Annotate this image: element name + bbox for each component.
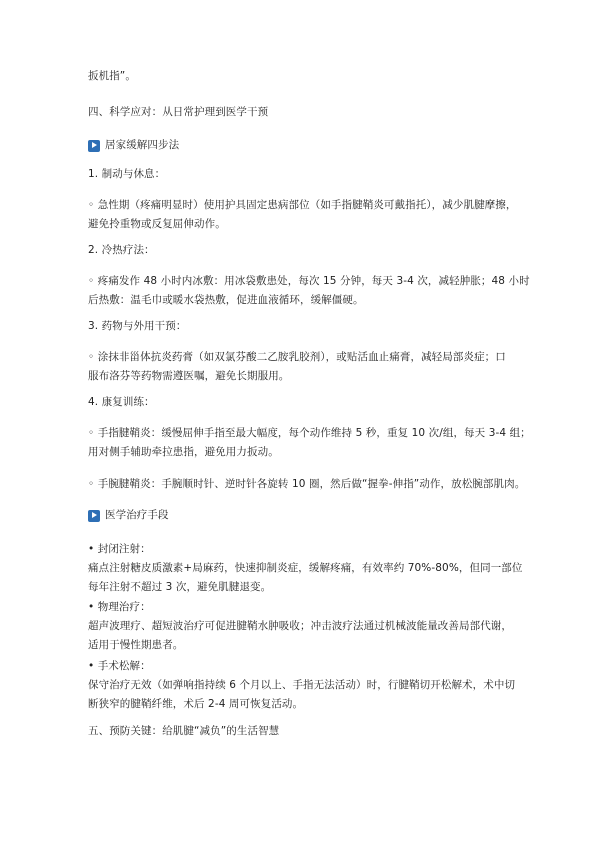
intro-tail-text: 扳机指”。	[88, 70, 136, 82]
step-2-body	[88, 272, 530, 310]
step-3-body	[88, 348, 508, 386]
step-2-title: 2. 冷热疗法：	[88, 244, 155, 256]
play-icon	[88, 140, 100, 152]
subheading-medical-treatment-text: 医学治疗手段	[105, 509, 169, 521]
step-1-line-2: 避免拎重物或反复屈伸动作。	[88, 218, 226, 230]
step-4-finger-line-1: ◦ 手指腱鞘炎：缓慢屈伸手指至最大幅度，每个动作维持 5 秒，重复 10 次/组，每天 3-4 组；	[88, 427, 531, 439]
treatment-physio-line-1: 超声波理疗、超短波治疗可促进腱鞘水肿吸收；冲击波疗法通过机械波能量改善局部代谢，	[88, 620, 512, 632]
step-2-line-2: 后热敷：温毛巾或暖水袋热敷，促进血液循环，缓解僵硬。	[88, 294, 364, 306]
step-1-heading	[88, 165, 508, 184]
intro-tail	[88, 67, 508, 86]
treatment-surgery-line-1: 保守治疗无效（如弹响指持续 6 个月以上、手指无法活动）时，行腱鞘切开松解术，术中切	[88, 679, 516, 691]
treatment-surgery-title: • 手术松解：	[88, 660, 151, 672]
step-1-body	[88, 196, 517, 234]
section-5-heading	[88, 722, 508, 741]
step-4-finger-line-2: 用对侧手辅助牵拉患指，避免用力扳动。	[88, 446, 279, 458]
subheading-home-relief-text: 居家缓解四步法	[105, 139, 180, 151]
step-3-line-2: 服布洛芬等药物需遵医嘱，避免长期服用。	[88, 370, 290, 382]
step-4-finger-body	[88, 424, 531, 462]
step-2-line-1: ◦ 疼痛发作 48 小时内冰敷：用冰袋敷患处，每次 15 分钟，每天 3-4 次，减轻肿胀；48 小时	[88, 275, 530, 287]
treatment-surgery-line-2: 断狭窄的腱鞘纤维，术后 2-4 周可恢复活动。	[88, 698, 304, 710]
step-2-heading	[88, 241, 508, 260]
step-3-line-1: ◦ 涂抹非甾体抗炎药膏（如双氯芬酸二乙胺乳胶剂），或贴活血止痛膏，减轻局部炎症；口	[88, 351, 506, 363]
subheading-medical-treatment	[88, 506, 508, 525]
treatment-surgery	[88, 657, 516, 714]
step-3-title: 3. 药物与外用干预：	[88, 320, 187, 332]
subheading-home-relief	[88, 136, 508, 155]
treatment-physio-line-2: 适用于慢性期患者。	[88, 639, 184, 651]
section-4-heading	[88, 103, 508, 122]
treatment-injection-line-1: 痛点注射糖皮质激素+局麻药，快速抑制炎症，缓解疼痛，有效率约 70%-80%，但同一部位	[88, 562, 523, 574]
treatment-injection	[88, 540, 523, 597]
step-4-wrist-body	[88, 475, 526, 494]
step-4-title: 4. 康复训练：	[88, 396, 155, 408]
treatment-physio-title: • 物理治疗：	[88, 601, 151, 613]
step-1-title: 1. 制动与休息：	[88, 168, 166, 180]
step-4-wrist-line-1: ◦ 手腕腱鞘炎：手腕顺时针、逆时针各旋转 10 圈，然后做“握拳-伸指”动作，放松腕部肌肉。	[88, 478, 526, 490]
section-4-title: 四、科学应对：从日常护理到医学干预	[88, 106, 269, 118]
treatment-injection-line-2: 每年注射不超过 3 次，避免肌腱退变。	[88, 581, 272, 593]
treatment-injection-title: • 封闭注射：	[88, 543, 151, 555]
play-icon	[88, 510, 100, 522]
treatment-physio	[88, 598, 512, 655]
step-1-line-1: ◦ 急性期（疼痛明显时）使用护具固定患病部位（如手指腱鞘炎可戴指托），减少肌腱摩擦，	[88, 199, 517, 211]
step-3-heading	[88, 317, 508, 336]
section-5-title: 五、预防关键：给肌腱“减负”的生活智慧	[88, 725, 280, 737]
step-4-heading	[88, 393, 508, 412]
